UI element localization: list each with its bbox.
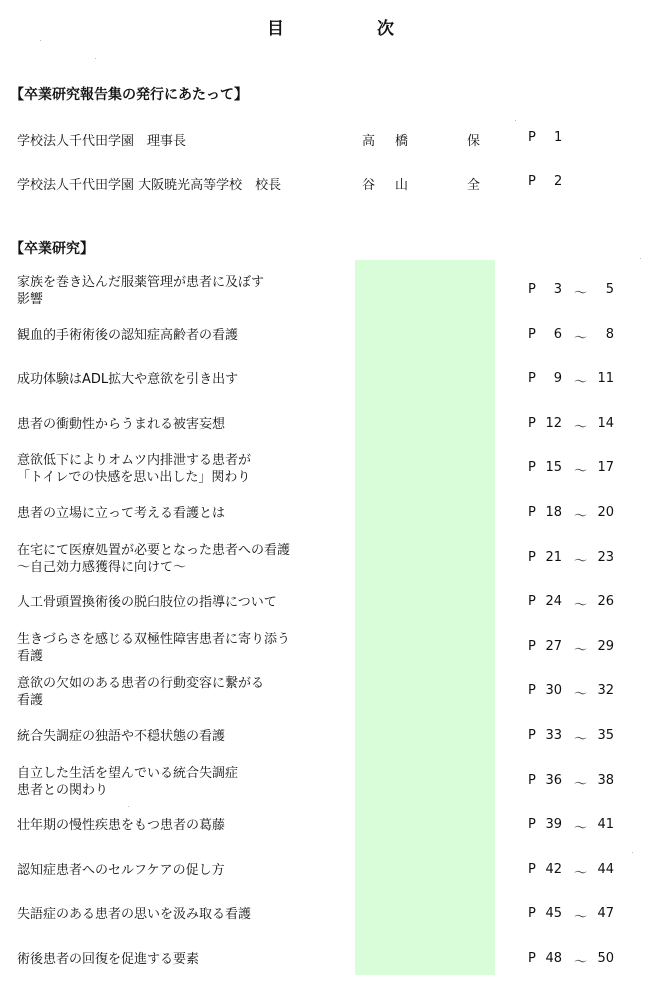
research-row-page-prefix: P	[528, 817, 536, 833]
intro-section-heading: 【卒業研究報告集の発行にあたって】	[10, 87, 248, 103]
research-row-page-prefix: P	[528, 505, 536, 520]
intro-row-name-part: 谷	[362, 178, 376, 193]
intro-row-name-part: 高	[362, 134, 376, 149]
research-row-page-end: 23	[597, 549, 614, 565]
research-row-title-line: 術後患者の回復を促進する要素	[17, 952, 200, 967]
research-row-title-line: 家族を巻き込んだ服薬管理が患者に及ぼす	[17, 275, 265, 290]
research-row-title-line: 「トイレでの快感を思い出した」関わり	[17, 470, 251, 486]
research-row-title-line: 失語症のある患者の思いを汲み取る看護	[17, 907, 252, 923]
research-row-title	[17, 327, 238, 344]
research-row-page-range-tilde: 〜	[574, 642, 588, 658]
research-row-page-start: 21	[545, 549, 562, 565]
research-row-title-line: 人工骨頭置換術後の脱臼肢位の指導について	[17, 595, 277, 611]
research-row-page-range-tilde: 〜	[574, 955, 588, 970]
research-row-title	[17, 765, 238, 799]
research-row-title-line: 影響	[17, 292, 44, 307]
research-row-page-end: 8	[605, 326, 614, 342]
research-row-page-prefix: P	[528, 460, 536, 476]
scan-speck	[640, 258, 641, 259]
research-row-page-prefix: P	[528, 415, 536, 431]
research-row-page-start: 6	[553, 326, 562, 342]
research-row-title	[17, 371, 238, 388]
research-row-page-range-tilde: 〜	[574, 598, 588, 614]
research-row-title	[17, 542, 290, 576]
research-row-title	[17, 416, 225, 433]
research-row-page-start: 3	[553, 282, 562, 297]
research-row-page-prefix: P	[528, 594, 536, 610]
research-row-page-end: 44	[597, 861, 614, 877]
scan-speck	[40, 40, 41, 41]
intro-row-name-part: 山	[395, 178, 409, 193]
research-row-title-line: 成功体験はADL拡大や意欲を引き出す	[17, 372, 239, 388]
research-row-title-line: 看護	[17, 648, 44, 664]
research-row-page-end: 17	[597, 460, 614, 476]
research-row-page-prefix: P	[528, 638, 536, 654]
research-row-page-prefix: P	[528, 683, 536, 699]
research-row-page-prefix: P	[528, 861, 536, 877]
research-row-page-prefix: P	[528, 906, 536, 922]
scan-speck	[515, 120, 516, 121]
research-row-page-range-tilde: 〜	[574, 910, 588, 926]
research-row-title-line: 患者の立場に立って考える看護とは	[17, 506, 226, 521]
research-row-page-range-tilde: 〜	[574, 553, 588, 569]
research-row-title	[17, 817, 225, 834]
research-row-title	[17, 594, 277, 611]
research-row-title	[17, 728, 225, 745]
research-row-page-end: 29	[597, 638, 614, 654]
research-row-page-range-tilde: 〜	[574, 464, 588, 480]
page-title: 目 次	[267, 19, 432, 39]
intro-row-name-part: 全	[467, 178, 481, 193]
research-row-page-prefix: P	[528, 326, 536, 342]
research-row-title	[17, 631, 290, 665]
intro-row-page: 1	[554, 130, 563, 145]
intro-row-page-prefix: P	[528, 174, 536, 189]
research-row-title	[17, 675, 264, 709]
highlight-column	[355, 260, 495, 975]
research-row-page-end: 35	[597, 728, 614, 743]
intro-row-title: 学校法人千代田学園 大阪暁光高等学校 校長	[17, 178, 282, 193]
research-row-page-range-tilde: 〜	[574, 286, 588, 301]
research-row-page-start: 36	[545, 772, 562, 788]
research-row-title-line: 認知症患者へのセルフケアの促し方	[17, 862, 225, 878]
research-row-page-start: 12	[545, 415, 562, 431]
research-row-title-line: 患者との関わり	[17, 782, 109, 798]
research-row-page-end: 50	[597, 951, 614, 966]
research-row-page-start: 9	[553, 371, 562, 387]
research-row-page-start: 48	[545, 951, 562, 966]
research-row-page-range-tilde: 〜	[574, 687, 588, 703]
research-row-page-end: 38	[597, 772, 614, 788]
research-row-title-line: 意欲の欠如のある患者の行動変容に繋がる	[17, 676, 265, 692]
research-row-page-range-tilde: 〜	[574, 776, 588, 792]
research-row-page-range-tilde: 〜	[574, 732, 588, 747]
research-row-page-prefix: P	[528, 282, 536, 297]
research-row-page-start: 45	[545, 906, 562, 922]
research-section-heading: 【卒業研究】	[10, 241, 94, 257]
research-row-page-range-tilde: 〜	[574, 865, 588, 881]
research-row-title-line: 意欲低下によりオムツ内排泄する患者が	[17, 453, 252, 469]
research-row-title-line: 統合失調症の独語や不穏状態の看護	[17, 729, 226, 744]
scan-speck	[95, 58, 96, 59]
research-row-title	[17, 951, 199, 968]
research-row-title	[17, 906, 251, 923]
research-row-title-line: 自立した生活を望んでいる統合失調症	[17, 765, 239, 781]
research-row-page-prefix: P	[528, 951, 536, 966]
research-row-page-prefix: P	[528, 371, 536, 387]
research-row-page-range-tilde: 〜	[574, 375, 588, 391]
intro-row-name-part: 橋	[395, 134, 409, 149]
intro-row-page-prefix: P	[528, 130, 536, 145]
intro-row-page: 2	[554, 174, 563, 189]
scan-speck	[128, 806, 129, 807]
scan-speck	[632, 852, 633, 853]
research-row-title-line: 在宅にて医療処置が必要となった患者への看護	[17, 542, 291, 558]
research-row-page-start: 24	[545, 594, 562, 610]
research-row-title-line: 患者の衝動性からうまれる被害妄想	[17, 416, 226, 432]
research-row-page-range-tilde: 〜	[574, 509, 588, 524]
intro-row-title: 学校法人千代田学園 理事長	[17, 134, 187, 149]
research-row-page-range-tilde: 〜	[574, 330, 588, 346]
research-row-page-end: 5	[605, 282, 614, 297]
research-row-page-start: 18	[545, 505, 562, 520]
research-row-title-line: 看護	[17, 693, 44, 709]
research-row-page-end: 26	[597, 594, 614, 610]
research-row-page-end: 11	[597, 371, 614, 387]
research-row-title-line: 観血的手術術後の認知症高齢者の看護	[17, 327, 239, 343]
research-row-title	[17, 452, 251, 486]
research-row-page-prefix: P	[528, 549, 536, 565]
intro-row-name-part: 保	[467, 134, 481, 149]
research-row-page-start: 42	[545, 861, 562, 877]
research-row-page-prefix: P	[528, 772, 536, 788]
research-row-title-line: 生きづらさを感じる双極性障害患者に寄り添う	[17, 631, 291, 647]
research-row-title-line: 壮年期の慢性疾患をもつ患者の葛藤	[17, 818, 226, 834]
research-row-page-start: 30	[545, 683, 562, 699]
research-row-page-range-tilde: 〜	[574, 821, 588, 837]
research-row-title	[17, 274, 264, 308]
research-row-page-end: 32	[597, 683, 614, 699]
research-row-page-end: 14	[597, 415, 614, 431]
research-row-page-range-tilde: 〜	[574, 419, 588, 435]
research-row-page-end: 41	[597, 817, 614, 833]
research-row-page-end: 20	[597, 505, 614, 520]
research-row-title	[17, 505, 225, 522]
research-row-page-start: 33	[545, 728, 562, 743]
research-row-page-start: 15	[545, 460, 562, 476]
research-row-title-line: 〜自己効力感獲得に向けて〜	[17, 559, 187, 575]
research-row-title	[17, 862, 225, 879]
research-row-page-start: 27	[545, 638, 562, 654]
research-row-page-end: 47	[597, 906, 614, 922]
research-row-page-prefix: P	[528, 728, 536, 743]
research-row-page-start: 39	[545, 817, 562, 833]
